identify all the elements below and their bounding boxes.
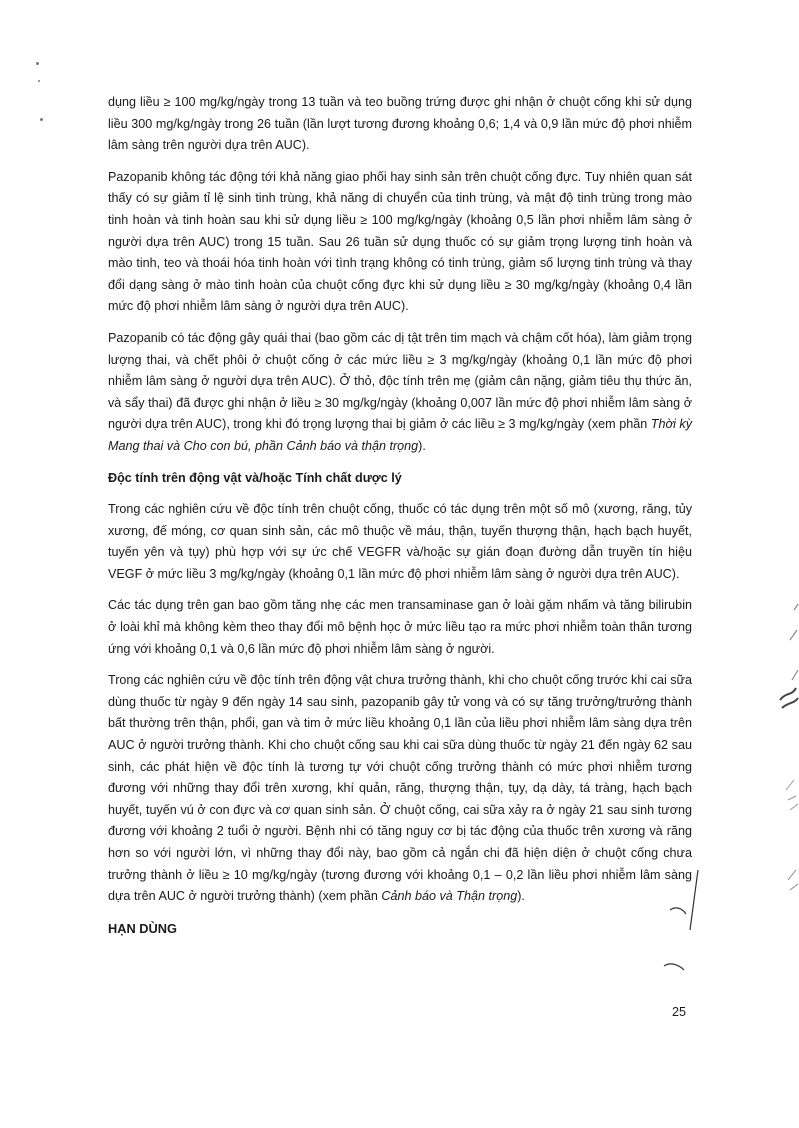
- paragraph: Các tác dụng trên gan bao gồm tăng nhẹ các men transaminase gan ở loài gặm nhấm và tăng bilirubin ở loài khỉ mà không kèm theo thay đổi mô bệnh học ở mức liều tạo ra mức phơi nhiễm toàn thân tương ứng với khoảng 0,1 và 0,6 lần mức độ phơi nhiễm lâm sàng ở người.: [108, 598, 692, 656]
- paragraph: [108, 670, 692, 908]
- paragraph-text: Pazopanib có tác động gây quái thai (bao gồm các dị tật trên tim mạch và chậm cốt hóa), làm giảm trọng lượng thai, và chết phôi ở chuột cống ở các mức liều ≥ 3 mg/kg/ngày (khoảng 0,1 lần mức độ phơi nhiễm lâm sàng ở người dựa trên AUC). Ở thỏ, độc tính trên mẹ (giảm cân nặng, giảm tiêu thụ thức ăn, và sẩy thai) đã được ghi nhận ở liều ≥ 30 mg/kg/ngày (khoảng 0,007 lần mức độ phơi nhiễm lâm sàng ở người dựa trên AUC), trong khi đó trọng lượng thai bị giảm ở các liều ≥ 3 mg/kg/ngày (xem phần: [108, 330, 692, 432]
- paragraph-text: ).: [517, 889, 525, 904]
- section-heading-shelf-life: HẠN DÙNG: [108, 920, 177, 936]
- scan-edge-artifact: [772, 600, 799, 900]
- scan-speck: [36, 62, 39, 65]
- paragraph: Trong các nghiên cứu về độc tính trên chuột cống, thuốc có tác dụng trên một số mô (xương, răng, tủy xương, đế móng, cơ quan sinh sản, các mô thuộc về máu, thận, tuyến thượng thận, hạch bạch huyết, tuyến yên và tụy) phù hợp với sự ức chế VEGFR và/hoặc sự gián đoạn đường dẫn truyền tín hiệu VEGF ở mức liều 3 mg/kg/ngày (khoảng 0,1 lần mức độ phơi nhiễm lâm sàng ở người dựa trên AUC).: [108, 502, 692, 581]
- cross-reference: Cảnh báo và Thận trọng: [381, 889, 518, 904]
- document-body: [108, 92, 692, 939]
- cross-reference: Thời kỳ Mang thai và Cho con bú, phần Cảnh báo và thận trọng: [108, 417, 692, 453]
- signature-mark: [640, 870, 710, 990]
- scan-speck: [38, 80, 40, 82]
- paragraph-text: Trong các nghiên cứu về độc tính trên động vật chưa trưởng thành, khi cho chuột cống trước khi cai sữa dùng thuốc từ ngày 9 đến ngày 14 sau sinh, pazopanib gây tử vong và có sự tăng trưởng/trưởng thành bất thường trên thận, phổi, gan và tim ở mức liều khoảng 0,1 lần của liều phơi nhiễm lâm sàng dựa trên AUC ở người trưởng thành. Khi cho chuột cống sau khi cai sữa dùng thuốc từ ngày 21 đến ngày 62 sau sinh, các phát hiện về độc tính là tương tự với chuột cống trưởng thành có mức phơi nhiễm tương đương với những thay đổi trên xương, khí quản, răng, thượng thận, tụy, dạ dày, tá tràng, hạch bạch huyết, tuyến vú ở con đực và cơ quan sinh sản. Ở chuột cống, cai sữa xảy ra ở ngày 21 sau sinh tương đương với khoảng 2 tuổi ở người. Bệnh nhi có tăng nguy cơ bị tác động của thuốc trên xương và răng hơn so với người lớn, vì những thay đổi này, bao gồm cả ngắn chi đã hiện diện ở chuột cống chưa trưởng thành ở liều ≥ 10 mg/kg/ngày (tương đương với khoảng 0,1 – 0,2 lần liều phơi nhiễm lâm sàng dựa trên AUC ở người trưởng thành) (xem phần: [108, 673, 692, 904]
- paragraph-text: ).: [418, 438, 426, 453]
- scan-speck: [40, 118, 43, 121]
- paragraph: [108, 328, 692, 458]
- paragraph: Pazopanib không tác động tới khả năng giao phối hay sinh sản trên chuột cống đực. Tuy nhiên quan sát thấy có sự giảm tỉ lệ sinh tinh trùng, khả năng di chuyển của tinh trùng, và mật độ tinh trùng trong mào tinh hoàn và tinh hoàn sau khi sử dụng liều ≥ 100 mg/kg/ngày (khoảng 0,5 lần phơi nhiễm lâm sàng ở người dựa trên AUC) trong 15 tuần. Sau 26 tuần sử dụng thuốc có sự giảm trọng lượng tinh hoàn và mào tinh, teo và thoái hóa tinh hoàn với tình trạng không có tinh trùng, giảm số lượng tinh trùng và thay đổi dạng sàng ở mào tinh hoàn của chuột cống đực khi sử dụng liều ≥ 30 mg/kg/ngày (khoảng 0,4 lần mức độ phơi nhiễm lâm sàng ở người dựa trên AUC).: [108, 169, 692, 314]
- page-number: 25: [672, 1005, 687, 1019]
- section-heading-toxicity: Độc tính trên động vật và/hoặc Tính chất dược lý: [108, 470, 402, 485]
- paragraph: dụng liều ≥ 100 mg/kg/ngày trong 13 tuần và teo buồng trứng được ghi nhận ở chuột cống khi sử dụng liều 300 mg/kg/ngày trong 26 tuần (lần lượt tương đương khoảng 0,6; 1,4 và 0,9 lần mức độ phơi nhiễm lâm sàng trên người dựa trên AUC).: [108, 95, 692, 153]
